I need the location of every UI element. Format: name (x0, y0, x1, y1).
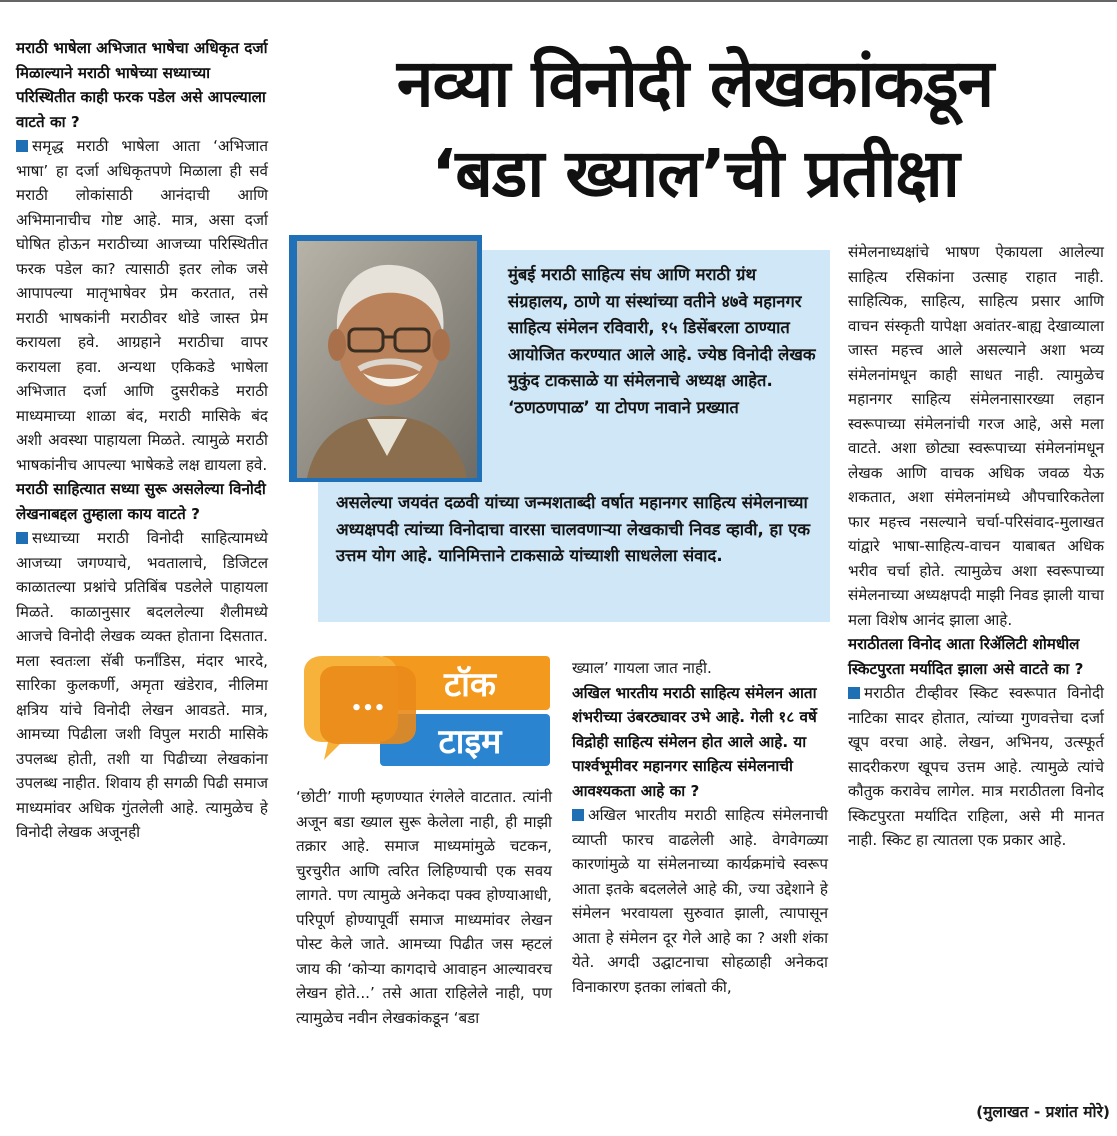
interview-credit: (मुलाखत - प्रशांत मोरे) (976, 1103, 1110, 1121)
column-4 (848, 240, 1104, 853)
answer-3: अखिल भारतीय मराठी साहित्य संमेलनाची व्याप्ती फारच वाढलेली आहे. वेगवेगळ्या कारणांमुळे या संमेलनाच्या कार्यक्रमांचे स्वरूप आता इतके बदललेले आहे की, ज्या उद्देशाने हे संमेलन भरवायला सुरुवात झाली, त्यापासून आता हे संमेलन दूर गेले आहे का ? अशी शंका येते. अगदी उद्घाटनाचा सोहळाही अनेकदा विनाकारण इतका लांबतो की, (572, 806, 828, 996)
talk-dots: ••• (350, 698, 386, 719)
square-bullet-icon (572, 809, 584, 821)
headline (280, 38, 1110, 218)
square-bullet-icon (16, 140, 28, 152)
talk-word-2: टाइम (438, 722, 502, 762)
column-2-text: ‘छोटी’ गाणी म्हणण्यात रंगलेले वाटतात. त्यांनी अजून बडा ख्याल सुरू केलेला नाही, ही माझी तक्रार आहे. समाज माध्यमांमुळे चटकन, चुरचुरीत आणि त्वरित लिहिण्याची एक सवय लागते. पण त्यामुळे अनेकदा पक्व होण्याआधी, परिपूर्ण होण्यापूर्वी समाज माध्यमांवर लेखन पोस्ट केले जाते. आमच्या पिढीत जस म्हटलं जाय की ‘कोऱ्या कागदाचे आवाहन आल्यावरच लेखन होते...’ तसे आता राहिलेले नाही, पण त्यामुळेच नवीन लेखकांकडून ‘बडा (296, 788, 552, 1027)
intro-text-part-1: मुंबई मराठी साहित्य संघ आणि मराठी ग्रंथ संग्रहालय, ठाणे या संस्थांच्या वतीने ४७वे महानगर साहित्य संमेलन रविवारी, १५ डिसेंबरला ठाण्यात आयोजित करण्यात आले आहे. ज्येष्ठ विनोदी लेखक मुकुंद टाकसाळे या संमेलनाचे अध्यक्ष आहेत. ‘ठणठणपाळ’ या टोपण नावाने प्रख्यात (508, 265, 816, 417)
square-bullet-icon (848, 687, 860, 699)
column-2 (296, 785, 552, 1030)
answer-4: मराठीत टीव्हीवर स्किट स्वरूपात विनोदी नाटिका सादर होतात, त्यांच्या गुणवत्तेचा दर्जा खूप वरचा आहे. लेखन, अभिनय, उत्स्फूर्त सादरीकरण खूपच उत्तम आहे. त्यामुळे त्यांचे कौतुक करावेच लागेल. मात्र मराठीतला विनोद स्किटपुरता मर्यादित राहिला, असे मी मानत नाही. स्किट हा त्यातला एक प्रकार आहे. (848, 684, 1104, 849)
talk-word-1: टॉक (443, 665, 497, 705)
headline-line-2: ‘बडा ख्याल’ची प्रतीक्षा (431, 135, 959, 212)
column-4-text: संमेलनाध्यक्षांचे भाषण ऐकायला आलेल्या साहित्य रसिकांना उत्साह राहात नाही. साहित्यिक, साहित्य, साहित्य प्रसार आणि वाचन संस्कृती यापेक्षा अवांतर-बाह्य देखाव्याला जास्त महत्त्व आले असल्याने अशा भव्य संमेलनांमधून काही साधत नाही. त्यामुळेच महानगर साहित्य संमेलनासारख्या लहान स्वरूपाच्या संमेलनांची गरज आहे, असे मला वाटते. अशा छोट्या स्वरूपाच्या संमेलनांमधून लेखक आणि वाचक अधिक जवळ येऊ शकतात, अशा संमेलनांमध्ये औपचारिकतेला फार महत्त्व नसल्याने चर्चा-परिसंवाद-मुलाखत यांद्वारे भाषा-साहित्य-वाचन याबाबत अधिक भरीव चर्चा होते. त्यामुळेच अशा स्वरूपाच्या संमेलनाच्या अध्यक्षपदी माझी निवड झाली याचा मला विशेष आनंद झाला आहे. (848, 243, 1104, 629)
column-3-lead: ख्याल’ गायला जात नाही. (572, 659, 712, 677)
author-photo (297, 241, 477, 478)
author-portrait-icon (297, 241, 477, 478)
talk-time-badge (298, 652, 553, 770)
talk-time-graphic (298, 652, 553, 770)
question-3: अखिल भारतीय मराठी साहित्य संमेलन आता शंभरीच्या उंबरठ्यावर उभे आहे. गेली १८ वर्षे विद्रोही साहित्य संमेलन होत आले आहे. या पार्श्वभूमीवर महानगर साहित्य संमेलनाची आवश्यकता आहे का ? (572, 683, 817, 800)
intro-text-part-2: असलेल्या जयवंत दळवी यांच्या जन्मशताब्दी वर्षात महानगर साहित्य संमेलनाच्या अध्यक्षपदी त्यांच्या विनोदाचा वारसा चालवणाऱ्या लेखकाची निवड व्हावी, हा एक उत्तम योग आहे. यानिमित्ताने टाकसाळे यांच्याशी साधलेला संवाद. (336, 493, 811, 565)
question-2: मराठी साहित्यात सध्या सुरू असलेल्या विनोदी लेखनाबद्दल तुम्हाला काय वाटते ? (16, 480, 266, 523)
question-4: मराठीतला विनोद आता रिॲलिटी शोमधील स्किटपुरता मर्यादित झाला असे वाटते का ? (848, 635, 1084, 678)
column-1 (16, 36, 268, 845)
question-1: मराठी भाषेला अभिजात भाषेचा अधिकृत दर्जा मिळाल्याने मराठी भाषेच्या सध्याच्या परिस्थितीत काही फरक पडेल असे आपल्याला वाटते का ? (16, 39, 268, 131)
answer-1: समृद्ध मराठी भाषेला आता ‘अभिजात भाषा’ हा दर्जा अधिकृतपणे मिळाला ही सर्व मराठी लोकांसाठी आनंदाची आणि अभिमानाचीच गोष्ट आहे. मात्र, असा दर्जा घोषित होऊन मराठीच्या आजच्या परिस्थितीत फरक पडेल का? त्यासाठी इतर लोक जसे आपापल्या मातृभाषेवर प्रेम करतात, तसे मराठी भाषकांनी मराठीवर थोडे जास्त प्रेम करायला हवे. आग्रहाने मराठीचा वापर करायला हवा. अन्यथा एकिकडे भाषेला अभिजात दर्जा आणि दुसरीकडे मराठी माध्यमाच्या शाळा बंद, मराठी मासिके बंद अशी अवस्था पाहायला मिळते. त्यामुळे मराठी भाषकांनीच आपल्या भाषेकडे लक्ष द्यायला हवे. (16, 137, 268, 474)
headline-line-1: नव्या विनोदी लेखकांकडून (396, 45, 994, 122)
square-bullet-icon (16, 532, 28, 544)
answer-2: सध्याच्या मराठी विनोदी साहित्यामध्ये आजच्या जगण्याचे, भवतालाचे, डिजिटल काळातल्या प्रश्नांचे प्रतिबिंब पडलेले पाहायला मिळते. काळानुसार बदललेल्या शैलीमध्ये आजचे विनोदी लेखक व्यक्त होताना दिसतात. मला स्वतःला सॅबी फर्नांडिस, मंदार भारदे, सारिका कुलकर्णी, अमृता खंडेराव, नीलिमा क्षत्रिय यांचे विनोदी लेखन आवडते. मात्र, आमच्या पिढीला जशी विपुल मराठी मासिके उपलब्ध होती, तशी या पिढीच्या लेखकांना उपलब्ध नाहीत. शिवाय ही सगळी पिढी समाज माध्यमांवर अधिक गुंतलेली आहे. त्यामुळेच हे विनोदी लेखक अजूनही (16, 529, 268, 841)
column-3 (572, 656, 828, 999)
top-rule (0, 0, 1117, 2)
